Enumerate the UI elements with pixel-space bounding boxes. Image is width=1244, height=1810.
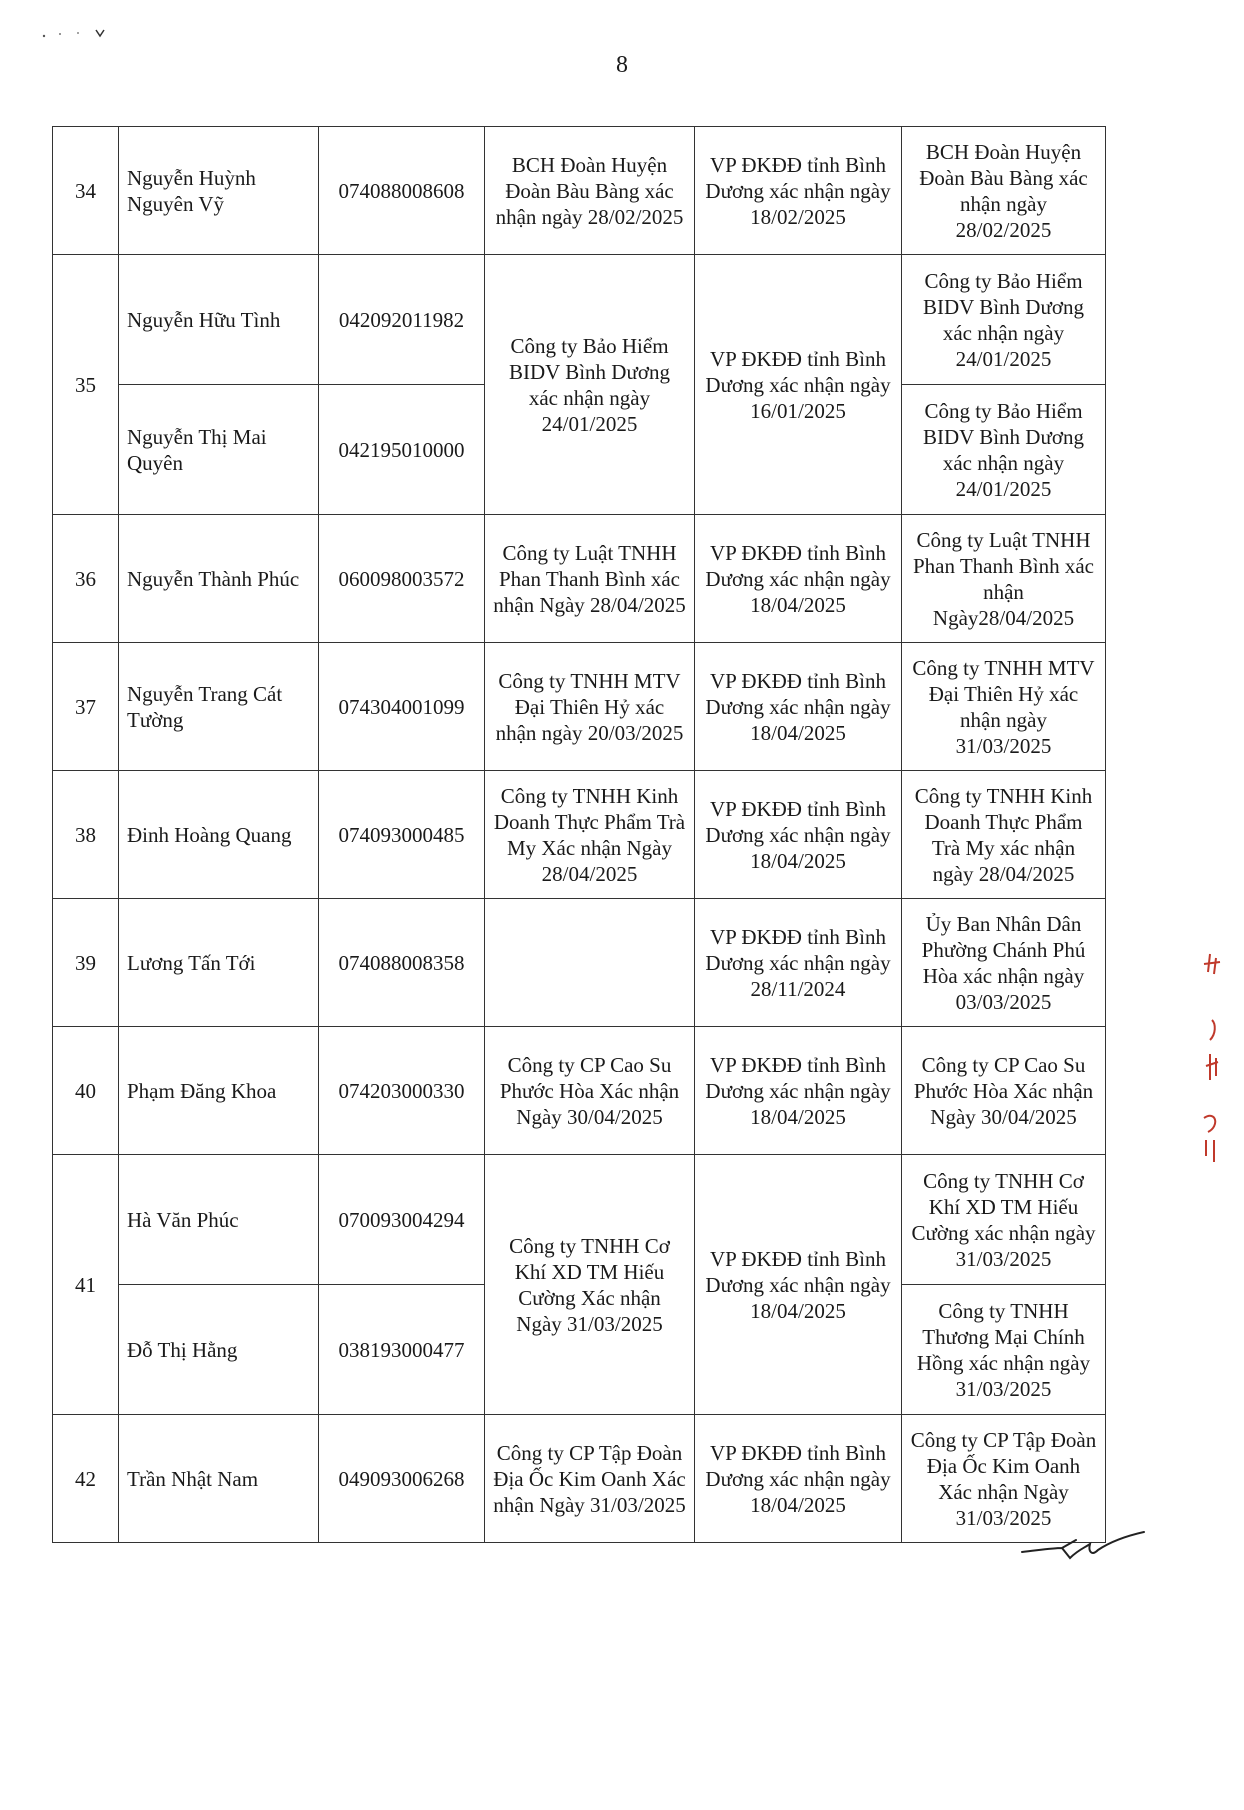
table-row [53,771,1106,899]
records-table [52,126,1106,1543]
land-office-confirmation-cell: VP ĐKĐĐ tỉnh Bình Dương xác nhận ngày 18/04/2025 [695,1415,902,1543]
table-row [53,127,1106,255]
organization-confirmation-cell: Công ty Bảo Hiểm BIDV Bình Dương xác nhận ngày 24/01/2025 [485,255,695,515]
id-number-cell: 074088008608 [319,127,485,255]
id-number-cell: 042195010000 [319,385,485,515]
table-row [53,1415,1106,1543]
land-office-confirmation-cell: VP ĐKĐĐ tỉnh Bình Dương xác nhận ngày 18/04/2025 [695,643,902,771]
id-number-cell: 074304001099 [319,643,485,771]
name-cell: Nguyễn Thành Phúc [119,515,319,643]
land-office-confirmation-cell: VP ĐKĐĐ tỉnh Bình Dương xác nhận ngày 16/01/2025 [695,255,902,515]
name-cell: Hà Văn Phúc [119,1155,319,1285]
name-cell: Đỗ Thị Hằng [119,1285,319,1415]
member-confirmation-cell: Công ty Bảo Hiểm BIDV Bình Dương xác nhận ngày 24/01/2025 [902,255,1106,385]
name-cell: Lương Tấn Tới [119,899,319,1027]
member-confirmation-cell: Công ty TNHH Cơ Khí XD TM Hiếu Cường xác nhận ngày 31/03/2025 [902,1155,1106,1285]
scan-speck-mark [38,26,108,42]
organization-confirmation-cell [485,899,695,1027]
organization-confirmation-cell: BCH Đoàn Huyện Đoàn Bàu Bàng xác nhận ngày 28/02/2025 [485,127,695,255]
name-cell: Phạm Đăng Khoa [119,1027,319,1155]
stt-cell: 40 [53,1027,119,1155]
organization-confirmation-cell: Công ty TNHH Kinh Doanh Thực Phẩm Trà My Xác nhận Ngày 28/04/2025 [485,771,695,899]
name-cell: Nguyễn Hữu Tình [119,255,319,385]
id-number-cell: 049093006268 [319,1415,485,1543]
member-confirmation-cell: Công ty CP Cao Su Phước Hòa Xác nhận Ngày 30/04/2025 [902,1027,1106,1155]
name-cell: Nguyễn Thị Mai Quyên [119,385,319,515]
member-confirmation-cell: Công ty Luật TNHH Phan Thanh Bình xác nhận Ngày28/04/2025 [902,515,1106,643]
id-number-cell: 074203000330 [319,1027,485,1155]
member-confirmation-cell: Công ty CP Tập Đoàn Địa Ốc Kim Oanh Xác nhận Ngày 31/03/2025 [902,1415,1106,1543]
name-cell: Trần Nhật Nam [119,1415,319,1543]
table-row [53,1027,1106,1155]
name-cell: Đinh Hoàng Quang [119,771,319,899]
id-number-cell: 038193000477 [319,1285,485,1415]
id-number-cell: 042092011982 [319,255,485,385]
stt-cell: 37 [53,643,119,771]
land-office-confirmation-cell: VP ĐKĐĐ tỉnh Bình Dương xác nhận ngày 18/02/2025 [695,127,902,255]
id-number-cell: 070093004294 [319,1155,485,1285]
table-row [53,899,1106,1027]
organization-confirmation-cell: Công ty TNHH MTV Đại Thiên Hỷ xác nhận ngày 20/03/2025 [485,643,695,771]
stt-cell: 39 [53,899,119,1027]
member-confirmation-cell: Công ty TNHH Thương Mại Chính Hồng xác nhận ngày 31/03/2025 [902,1285,1106,1415]
stt-cell: 38 [53,771,119,899]
stt-cell: 42 [53,1415,119,1543]
member-confirmation-cell: Công ty TNHH MTV Đại Thiên Hỷ xác nhận ngày 31/03/2025 [902,643,1106,771]
page-number: 8 [616,52,628,78]
member-confirmation-cell: Công ty TNHH Kinh Doanh Thực Phẩm Trà My xác nhận ngày 28/04/2025 [902,771,1106,899]
id-number-cell: 060098003572 [319,515,485,643]
id-number-cell: 074088008358 [319,899,485,1027]
name-cell: Nguyễn Huỳnh Nguyên Vỹ [119,127,319,255]
land-office-confirmation-cell: VP ĐKĐĐ tỉnh Bình Dương xác nhận ngày 28/11/2024 [695,899,902,1027]
organization-confirmation-cell: Công ty Luật TNHH Phan Thanh Bình xác nhận Ngày 28/04/2025 [485,515,695,643]
table-row [53,515,1106,643]
member-confirmation-cell: Ủy Ban Nhân Dân Phường Chánh Phú Hòa xác nhận ngày 03/03/2025 [902,899,1106,1027]
organization-confirmation-cell: Công ty CP Tập Đoàn Địa Ốc Kim Oanh Xác nhận Ngày 31/03/2025 [485,1415,695,1543]
land-office-confirmation-cell: VP ĐKĐĐ tỉnh Bình Dương xác nhận ngày 18/04/2025 [695,1027,902,1155]
land-office-confirmation-cell: VP ĐKĐĐ tỉnh Bình Dương xác nhận ngày 18/04/2025 [695,515,902,643]
land-office-confirmation-cell: VP ĐKĐĐ tỉnh Bình Dương xác nhận ngày 18/04/2025 [695,1155,902,1415]
stt-cell: 35 [53,255,119,515]
member-confirmation-cell: BCH Đoàn Huyện Đoàn Bàu Bàng xác nhận ngày 28/02/2025 [902,127,1106,255]
table-row [53,1155,1106,1285]
stt-cell: 36 [53,515,119,643]
organization-confirmation-cell: Công ty CP Cao Su Phước Hòa Xác nhận Ngày 30/04/2025 [485,1027,695,1155]
name-cell: Nguyễn Trang Cát Tường [119,643,319,771]
organization-confirmation-cell: Công ty TNHH Cơ Khí XD TM Hiếu Cường Xác nhận Ngày 31/03/2025 [485,1155,695,1415]
stt-cell: 41 [53,1155,119,1415]
stt-cell: 34 [53,127,119,255]
margin-stamp-mark [1196,950,1226,1190]
table-row [53,643,1106,771]
member-confirmation-cell: Công ty Bảo Hiểm BIDV Bình Dương xác nhận ngày 24/01/2025 [902,385,1106,515]
records-body [53,127,1106,1543]
table-row [53,255,1106,385]
id-number-cell: 074093000485 [319,771,485,899]
land-office-confirmation-cell: VP ĐKĐĐ tỉnh Bình Dương xác nhận ngày 18/04/2025 [695,771,902,899]
signature-mark [1018,1528,1148,1568]
